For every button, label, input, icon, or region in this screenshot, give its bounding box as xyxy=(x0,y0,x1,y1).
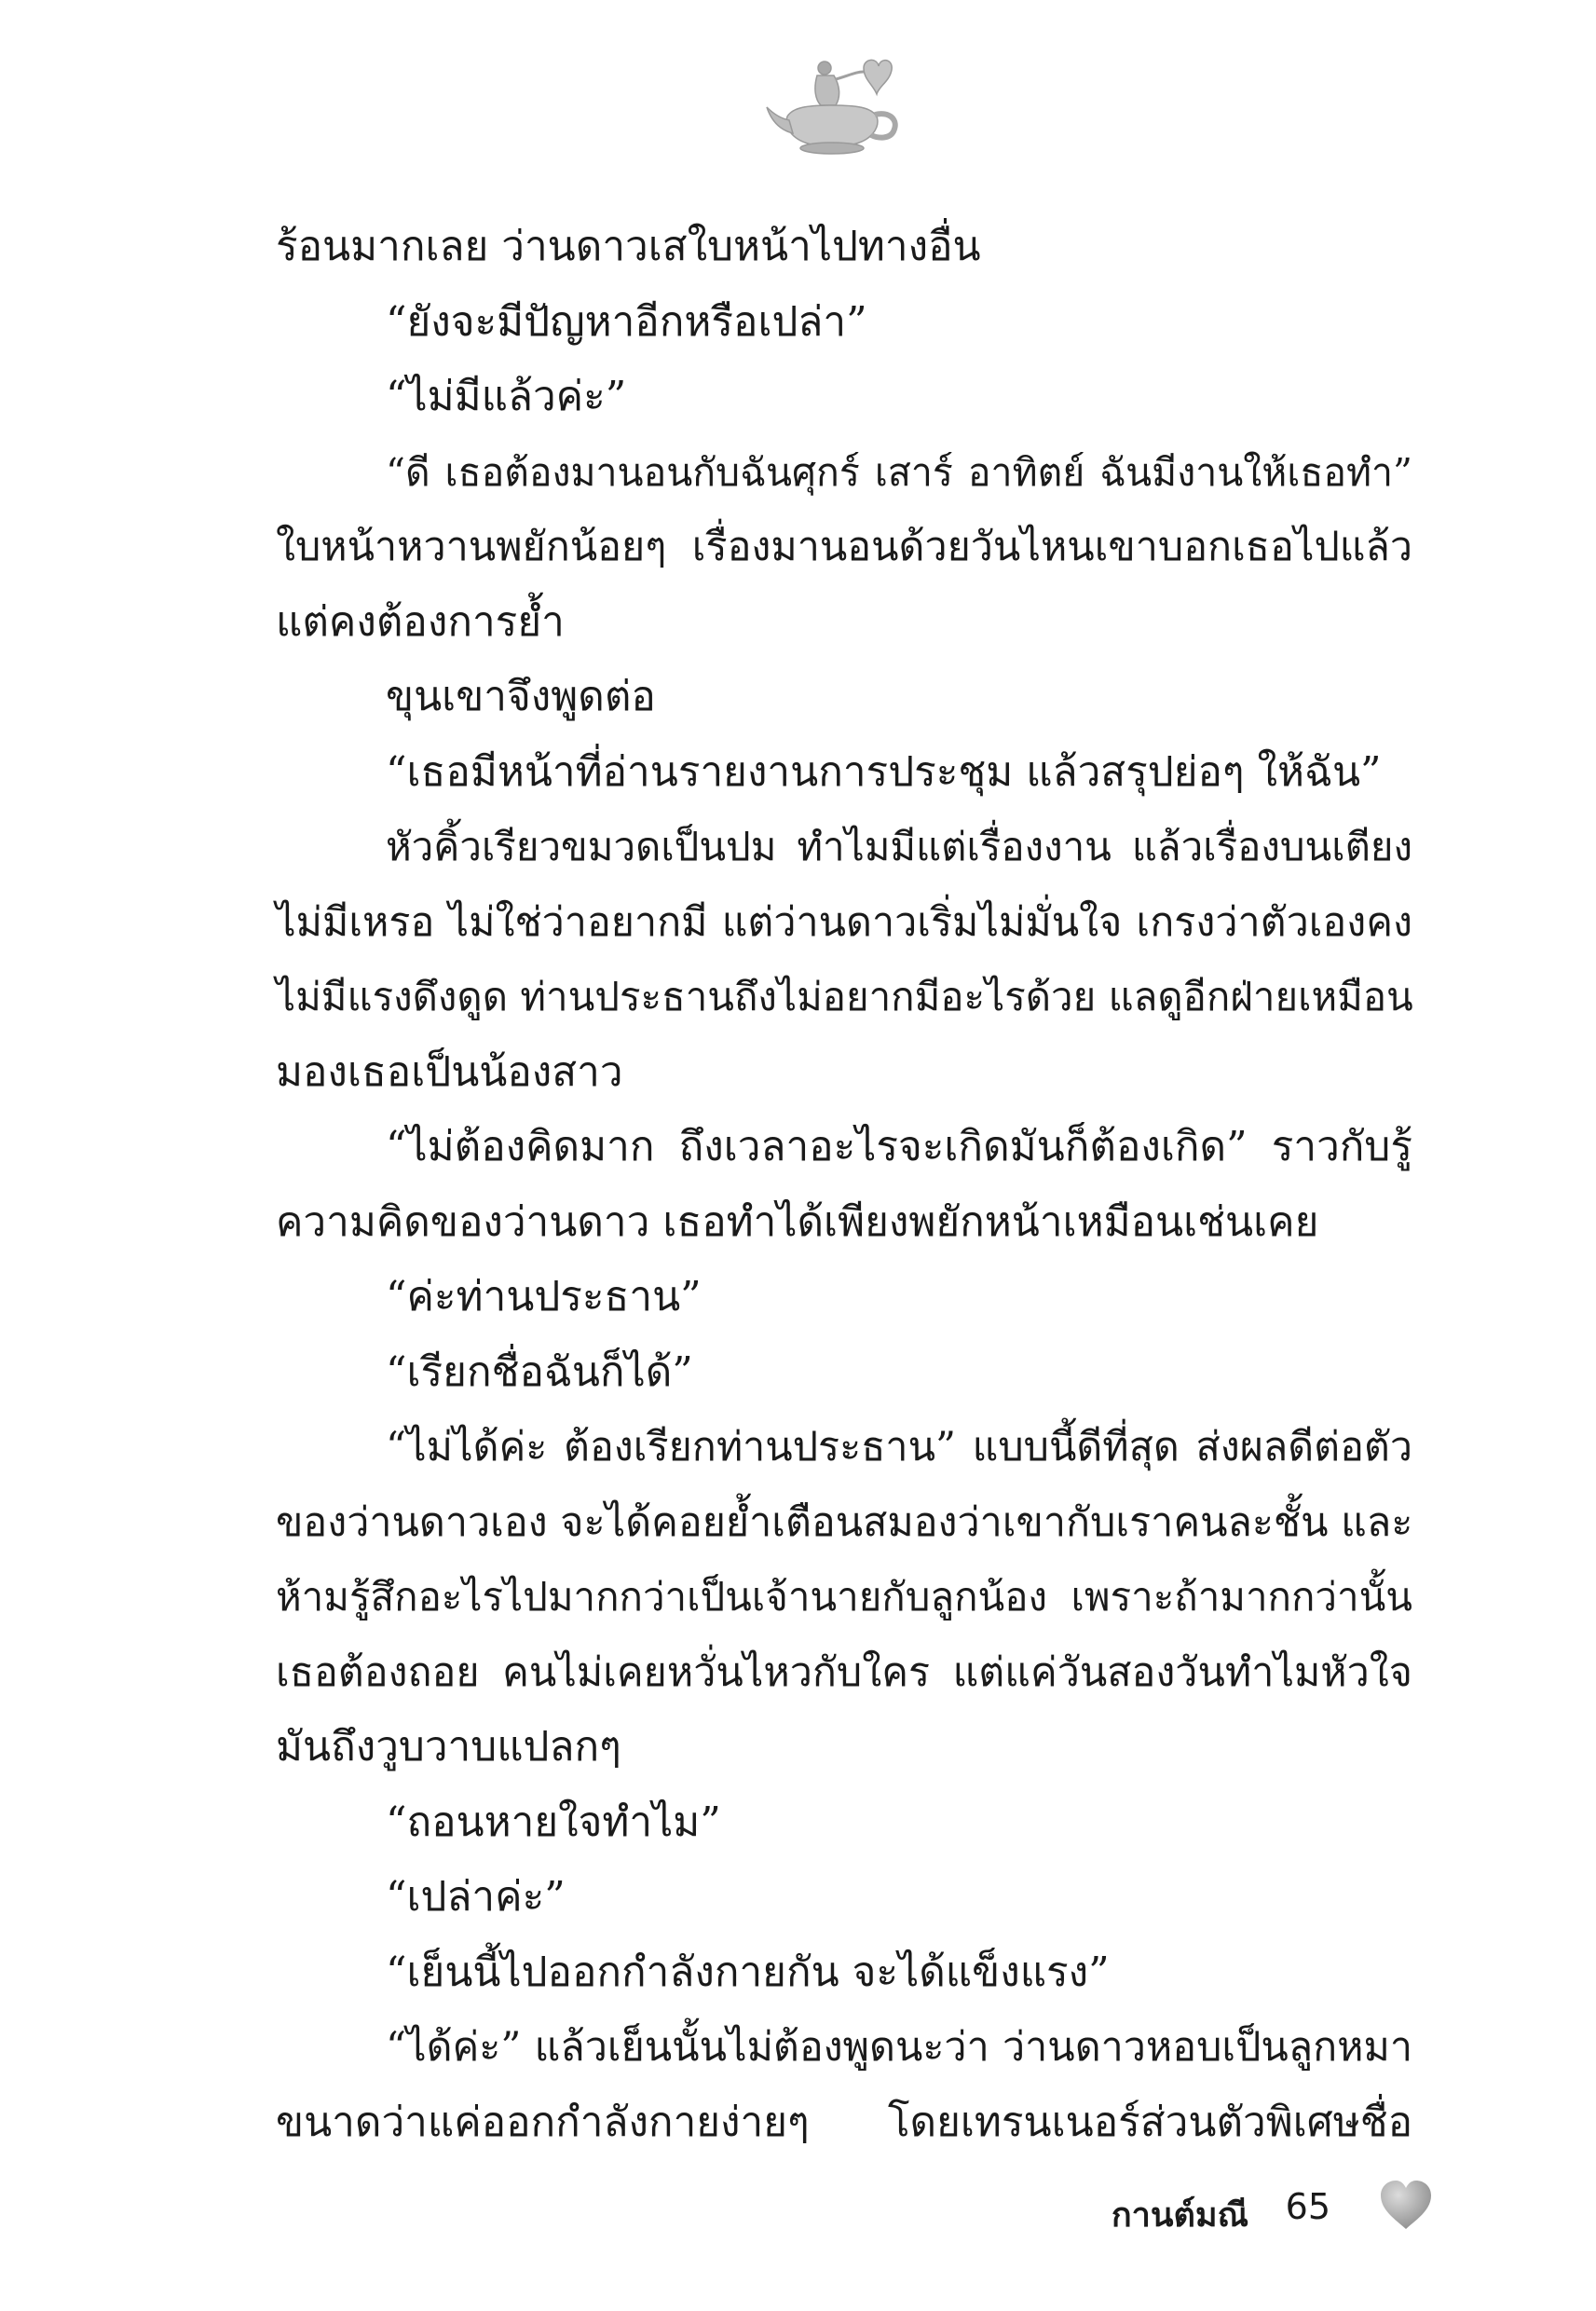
paragraph-line: “ไม่ได้ค่ะ ต้องเรียกท่านประธาน” แบบนี้ดีที่สุด ส่งผลดีต่อตัว xyxy=(386,1424,1412,1470)
paragraph-line: เธอต้องถอย คนไม่เคยหวั่นไหวกับใคร แต่แค่วันสองวันทำไมหัวใจ xyxy=(276,1648,1412,1696)
paragraph-line: แต่คงต้องการย้ำ xyxy=(276,597,565,646)
page-footer xyxy=(1025,2171,1435,2246)
paragraph-line: ของว่านดาวเอง จะได้คอยย้ำเตือนสมองว่าเขากับเราคนละชั้น และ xyxy=(276,1498,1413,1546)
paragraph-line: “ยังจะมีปัญหาอีกหรือเปล่า” xyxy=(386,297,867,346)
paragraph-line: มองเธอเป็นน้องสาว xyxy=(276,1047,623,1096)
paragraph-line: ไม่มีแรงดึงดูด ท่านประธานถึงไม่อยากมีอะไรด้วย แลดูอีกฝ่ายเหมือน xyxy=(276,974,1413,1019)
paragraph-line: “ค่ะท่านประธาน” xyxy=(386,1273,702,1320)
paragraph-line: ความคิดของว่านดาว เธอทำได้เพียงพยักหน้าเหมือนเช่นเคย xyxy=(276,1197,1319,1246)
paragraph-line: “ไม่มีแล้วค่ะ” xyxy=(386,373,627,420)
paragraph-line: ขนาดว่าแค่ออกกำลังกายง่ายๆ โดยเทรนเนอร์ส่วนตัวพิเศษชื่อ xyxy=(276,2098,1412,2146)
paragraph-line: “เย็นนี้ไปออกกำลังกายกัน จะได้แข็งแรง” xyxy=(386,1948,1110,1996)
paragraph-line: มันถึงวูบวาบแปลกๆ xyxy=(276,1723,621,1771)
page-number: 65 xyxy=(1285,2186,1330,2227)
paragraph-line: “ถอนหายใจทำไม” xyxy=(386,1798,721,1846)
paragraph-line: “เรียกชื่อฉันก็ได้” xyxy=(386,1347,693,1396)
heart-icon xyxy=(1377,2179,1435,2231)
paragraph-line: “เธอมีหน้าที่อ่านรายงานการประชุม แล้วสรุปย่อๆ ให้ฉัน” xyxy=(386,747,1382,796)
paragraph-line: ไม่มีเหรอ ไม่ใช่ว่าอยากมี แต่ว่านดาวเริ่มไม่มั่นใจ เกรงว่าตัวเองคง xyxy=(276,898,1412,946)
teapot-ornament-icon xyxy=(759,51,908,163)
paragraph-line: หัวคิ้วเรียวขมวดเป็นปม ทำไมมีแต่เรื่องงาน แล้วเรื่องบนเตียง xyxy=(386,824,1412,869)
paragraph-line: ร้อนมากเลย ว่านดาวเสใบหน้าไปทางอื่น xyxy=(276,223,981,270)
paragraph-line: ขุนเขาจึงพูดต่อ xyxy=(386,673,656,720)
paragraph-line: “ได้ค่ะ” แล้วเย็นนั้นไม่ต้องพูดนะว่า ว่านดาวหอบเป็นลูกหมา xyxy=(386,2024,1412,2071)
paragraph-line: “ดี เธอต้องมานอนกับฉันศุกร์ เสาร์ อาทิตย์ ฉันมีงานให้เธอทำ” xyxy=(386,449,1412,495)
body-text xyxy=(276,210,1412,2160)
paragraph-line: “ไม่ต้องคิดมาก ถึงเวลาอะไรจะเกิดมันก็ต้องเกิด” ราวกับรู้ xyxy=(386,1123,1412,1170)
paragraph-line: ห้ามรู้สึกอะไรไปมากกว่าเป็นเจ้านายกับลูกน้อง เพราะถ้ามากกว่านั้น xyxy=(276,1574,1412,1620)
paragraph-line: ใบหน้าหวานพยักน้อยๆ เรื่องมานอนด้วยวันไหนเขาบอกเธอไปแล้ว xyxy=(276,524,1412,570)
book-title: กานต์มณี xyxy=(1111,2196,1248,2235)
paragraph-line: “เปล่าค่ะ” xyxy=(386,1873,566,1921)
